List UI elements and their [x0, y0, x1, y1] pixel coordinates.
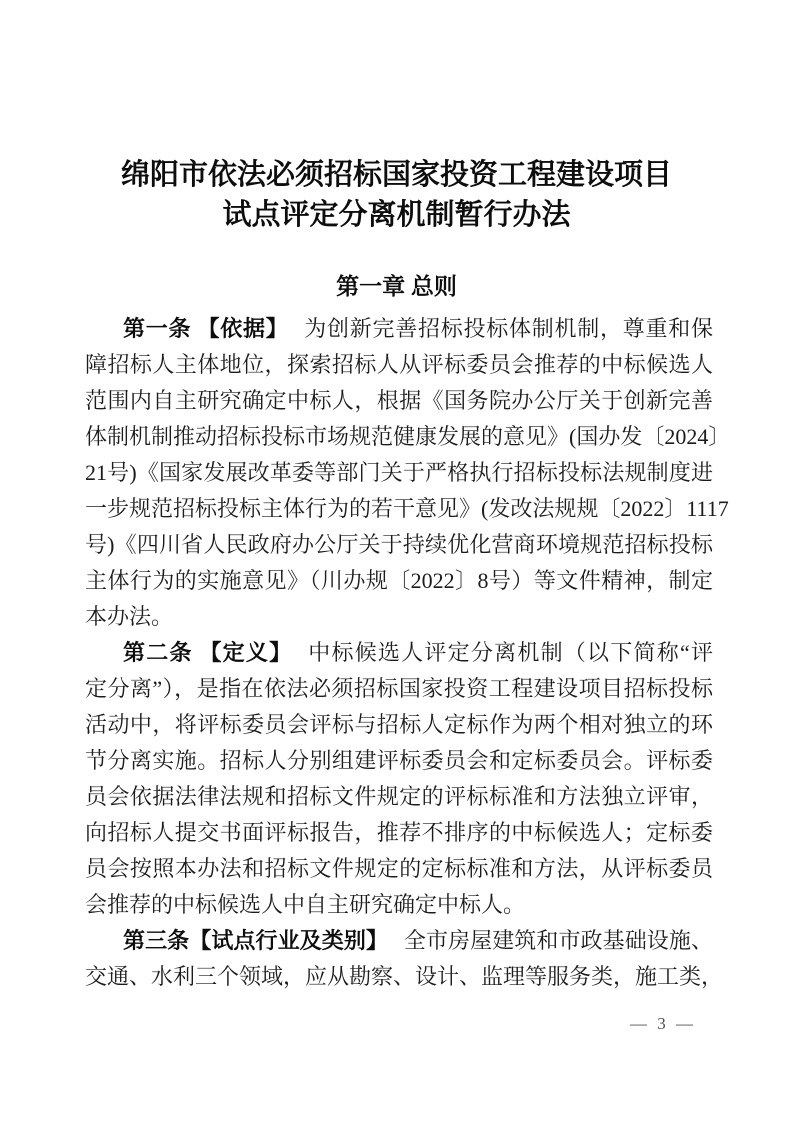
document-title-line2: 试点评定分离机制暂行办法: [222, 199, 571, 231]
text-run: 中标候选人评定分离机制（以下简称“评: [308, 640, 713, 665]
text-line: [85, 635, 713, 671]
text-line: 交通、水利三个领域，应从勘察、设计、监理等服务类，施工类，: [85, 964, 724, 989]
text-run: 全市房屋建筑和市政基础设施、: [403, 928, 713, 953]
text-line: 障招标人主体地位，探索招标人从评标委员会推荐的中标候选人: [85, 352, 713, 377]
text-line: 号)《四川省人民政府办公厅关于持续优化营商环境规范招标投标: [85, 532, 713, 557]
text-line: 一步规范招标投标主体行为的若干意见》(发改法规规〔2022〕1117: [85, 496, 729, 521]
text-line: 会推荐的中标候选人中自主研究确定中标人。: [85, 892, 526, 917]
text-line: 定分离”），是指在依法必须招标国家投资工程建设项目招标投标: [85, 676, 713, 701]
article-label: 第三条【试点行业及类别】: [123, 928, 389, 953]
text-line: [85, 923, 713, 959]
text-run: 为创新完善招标投标体制机制，尊重和保: [304, 316, 713, 341]
text-line: 21号)《国家发展改革委等部门关于严格执行招标投标法规制度进: [85, 460, 713, 485]
article-label: 第二条 【定义】: [123, 640, 293, 665]
text-line: 主体行为的实施意见》（川办规〔2022〕8号）等文件精神，制定: [85, 568, 713, 593]
document-body: [85, 311, 731, 995]
text-line: 员会依据法律法规和招标文件规定的评标标准和方法独立评审，: [85, 784, 713, 809]
text-line: 活动中，将评标委员会评标与招标人定标作为两个相对独立的环: [85, 712, 713, 737]
chapter-heading: 第一章 总则: [336, 274, 457, 299]
page-number: — 3 —: [630, 1014, 696, 1033]
text-line: [85, 311, 713, 347]
text-line: 向招标人提交书面评标报告，推荐不排序的中标候选人；定标委: [85, 820, 713, 845]
text-line: 节分离实施。招标人分别组建评标委员会和定标委员会。评标委: [85, 748, 713, 773]
article-label: 第一条 【依据】: [123, 316, 289, 341]
text-line: 体制机制推动招标投标市场规范健康发展的意见》(国办发〔2024〕: [85, 424, 731, 449]
text-line: 本办法。: [85, 604, 174, 629]
document-title: [0, 155, 793, 235]
text-line: 范围内自主研究确定中标人，根据《国务院办公厅关于创新完善: [85, 388, 713, 413]
text-line: 员会按照本办法和招标文件规定的定标标准和方法，从评标委员: [85, 856, 713, 881]
document-title-line1: 绵阳市依法必须招标国家投资工程建设项目: [120, 159, 672, 191]
